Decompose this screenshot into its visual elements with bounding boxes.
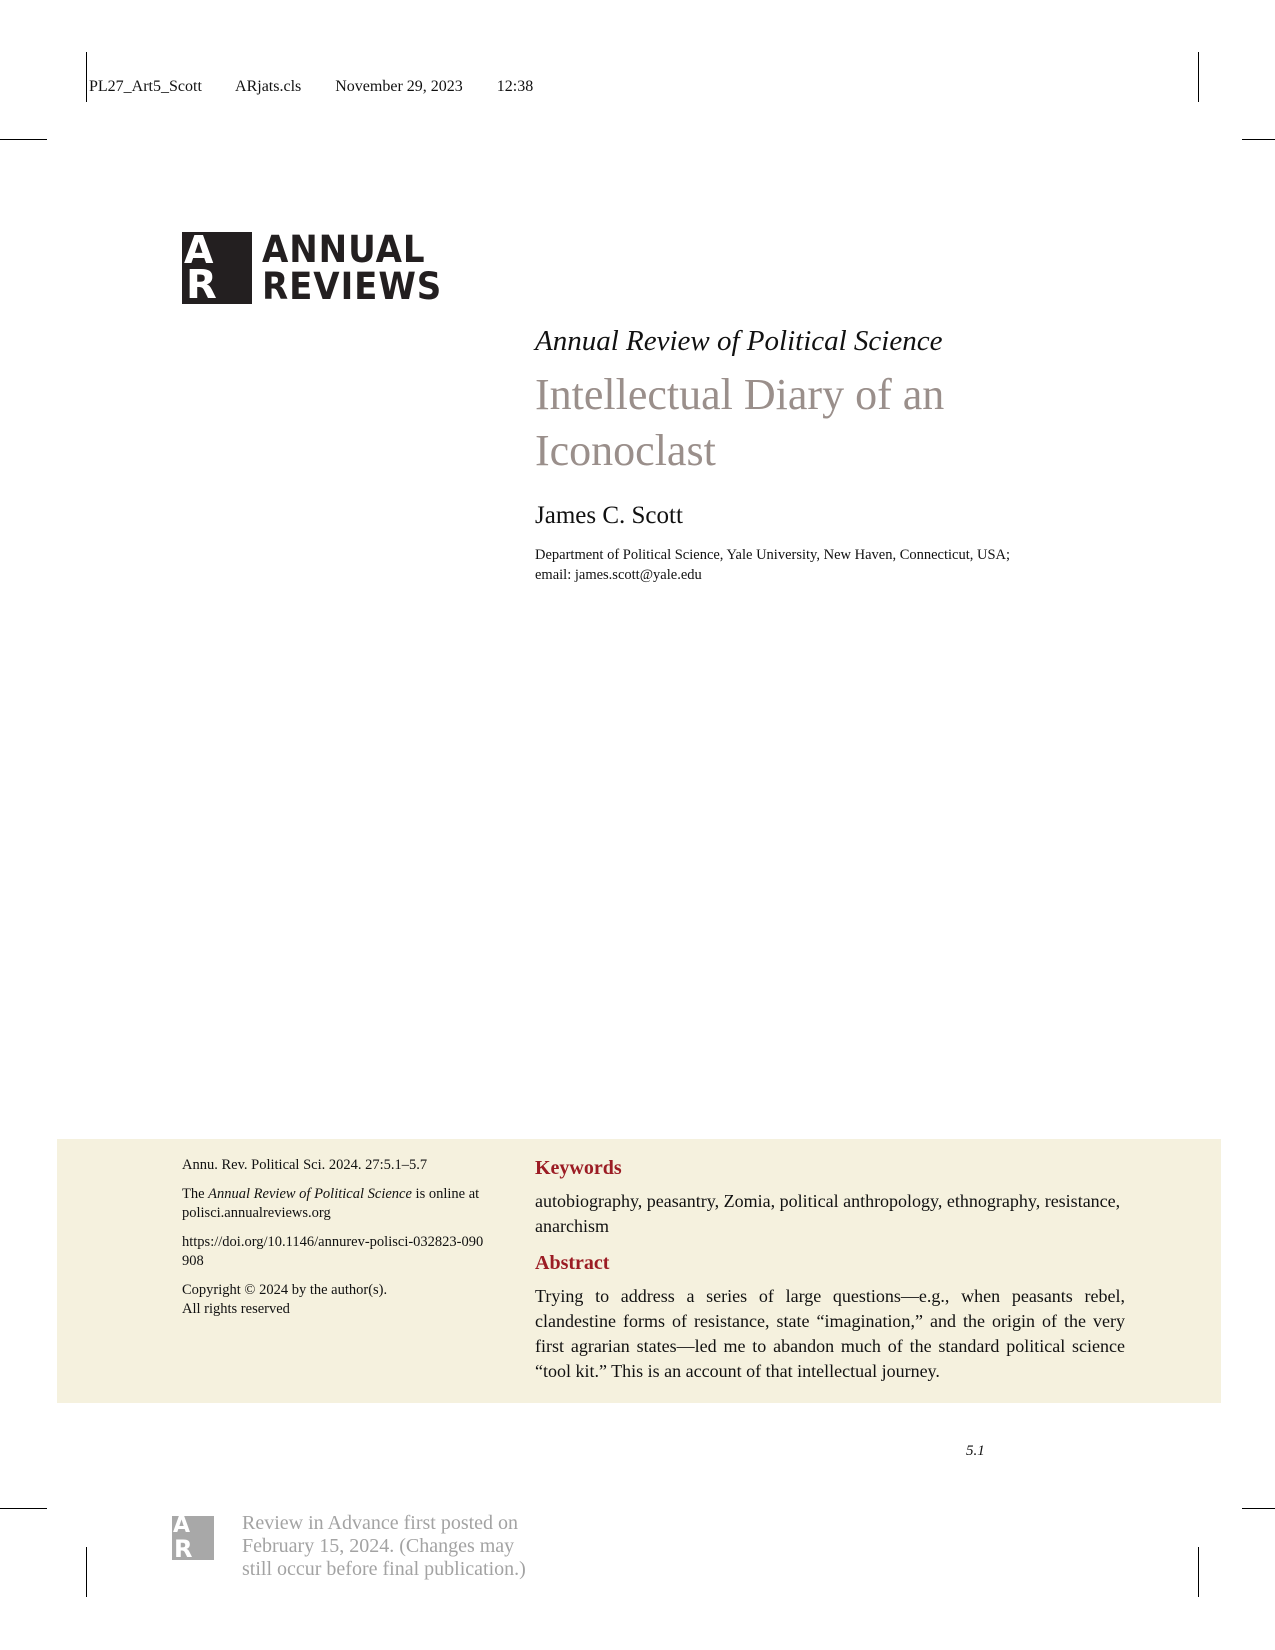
slug-time: 12:38 bbox=[496, 78, 534, 95]
crop-mark bbox=[1242, 139, 1275, 140]
ar-logo-icon: A R bbox=[182, 232, 252, 304]
ar-watermark-icon: A R bbox=[172, 1516, 214, 1560]
abstract-text: Trying to address a series of large questions—e.g., when peasants rebel, clandestine forms of resistance, state “imagination,” and the origin of the very first agrarian states—led me to abandon much of the standard political science “tool kit.” This is an account of that intellectual journey. bbox=[535, 1286, 1125, 1381]
abstract-heading: Abstract bbox=[535, 1252, 610, 1274]
crop-mark bbox=[0, 1508, 47, 1509]
slug-line bbox=[89, 78, 563, 96]
journal-name: Annual Review of Political Science bbox=[535, 325, 943, 357]
logo-word-reviews: REVIEWS bbox=[262, 265, 443, 308]
logo-word-annual: ANNUAL bbox=[262, 228, 426, 271]
keywords-heading: Keywords bbox=[535, 1157, 622, 1179]
doi-link[interactable]: https://doi.org/10.1146/annurev-polisci-032823-090908 bbox=[182, 1234, 484, 1269]
crop-mark bbox=[1242, 1508, 1275, 1509]
page-number: 5.1 bbox=[966, 1443, 985, 1459]
slug-filename: PL27_Art5_Scott bbox=[89, 78, 202, 95]
affiliation-line: Department of Political Science, Yale University, New Haven, Connecticut, USA; bbox=[535, 547, 1011, 563]
online-journal: Annual Review of Political Science bbox=[208, 1186, 412, 1202]
rights: All rights reserved bbox=[182, 1301, 290, 1317]
citation-sidebar bbox=[182, 1156, 487, 1319]
review-in-advance-notice: Review in Advance first posted on February 15, 2024. (Changes may still occur before final publication.) bbox=[242, 1512, 526, 1580]
crop-mark bbox=[86, 1547, 87, 1597]
author-affiliation bbox=[535, 545, 1095, 585]
crop-mark bbox=[0, 139, 47, 140]
affiliation-email: email: james.scott@yale.edu bbox=[535, 567, 702, 583]
online-note: The Annual Review of Political Science is online at polisci.annualreviews.org bbox=[182, 1186, 480, 1221]
slug-class-file: ARjats.cls bbox=[235, 78, 302, 95]
citation: Annu. Rev. Political Sci. 2024. 27:5.1–5.7 bbox=[182, 1157, 428, 1173]
keywords-list: autobiography, peasantry, Zomia, political anthropology, ethnography, resistance, anarchism bbox=[535, 1191, 1121, 1236]
annual-reviews-logo bbox=[182, 228, 456, 308]
crop-mark bbox=[1198, 52, 1199, 102]
copyright: Copyright © 2024 by the author(s). bbox=[182, 1282, 388, 1298]
crop-mark bbox=[86, 52, 87, 102]
author-name: James C. Scott bbox=[535, 502, 683, 529]
slug-date: November 29, 2023 bbox=[335, 78, 463, 95]
keywords-section bbox=[535, 1156, 1125, 1384]
crop-mark bbox=[1198, 1547, 1199, 1597]
article-title: Intellectual Diary of an Iconoclast bbox=[535, 370, 945, 475]
